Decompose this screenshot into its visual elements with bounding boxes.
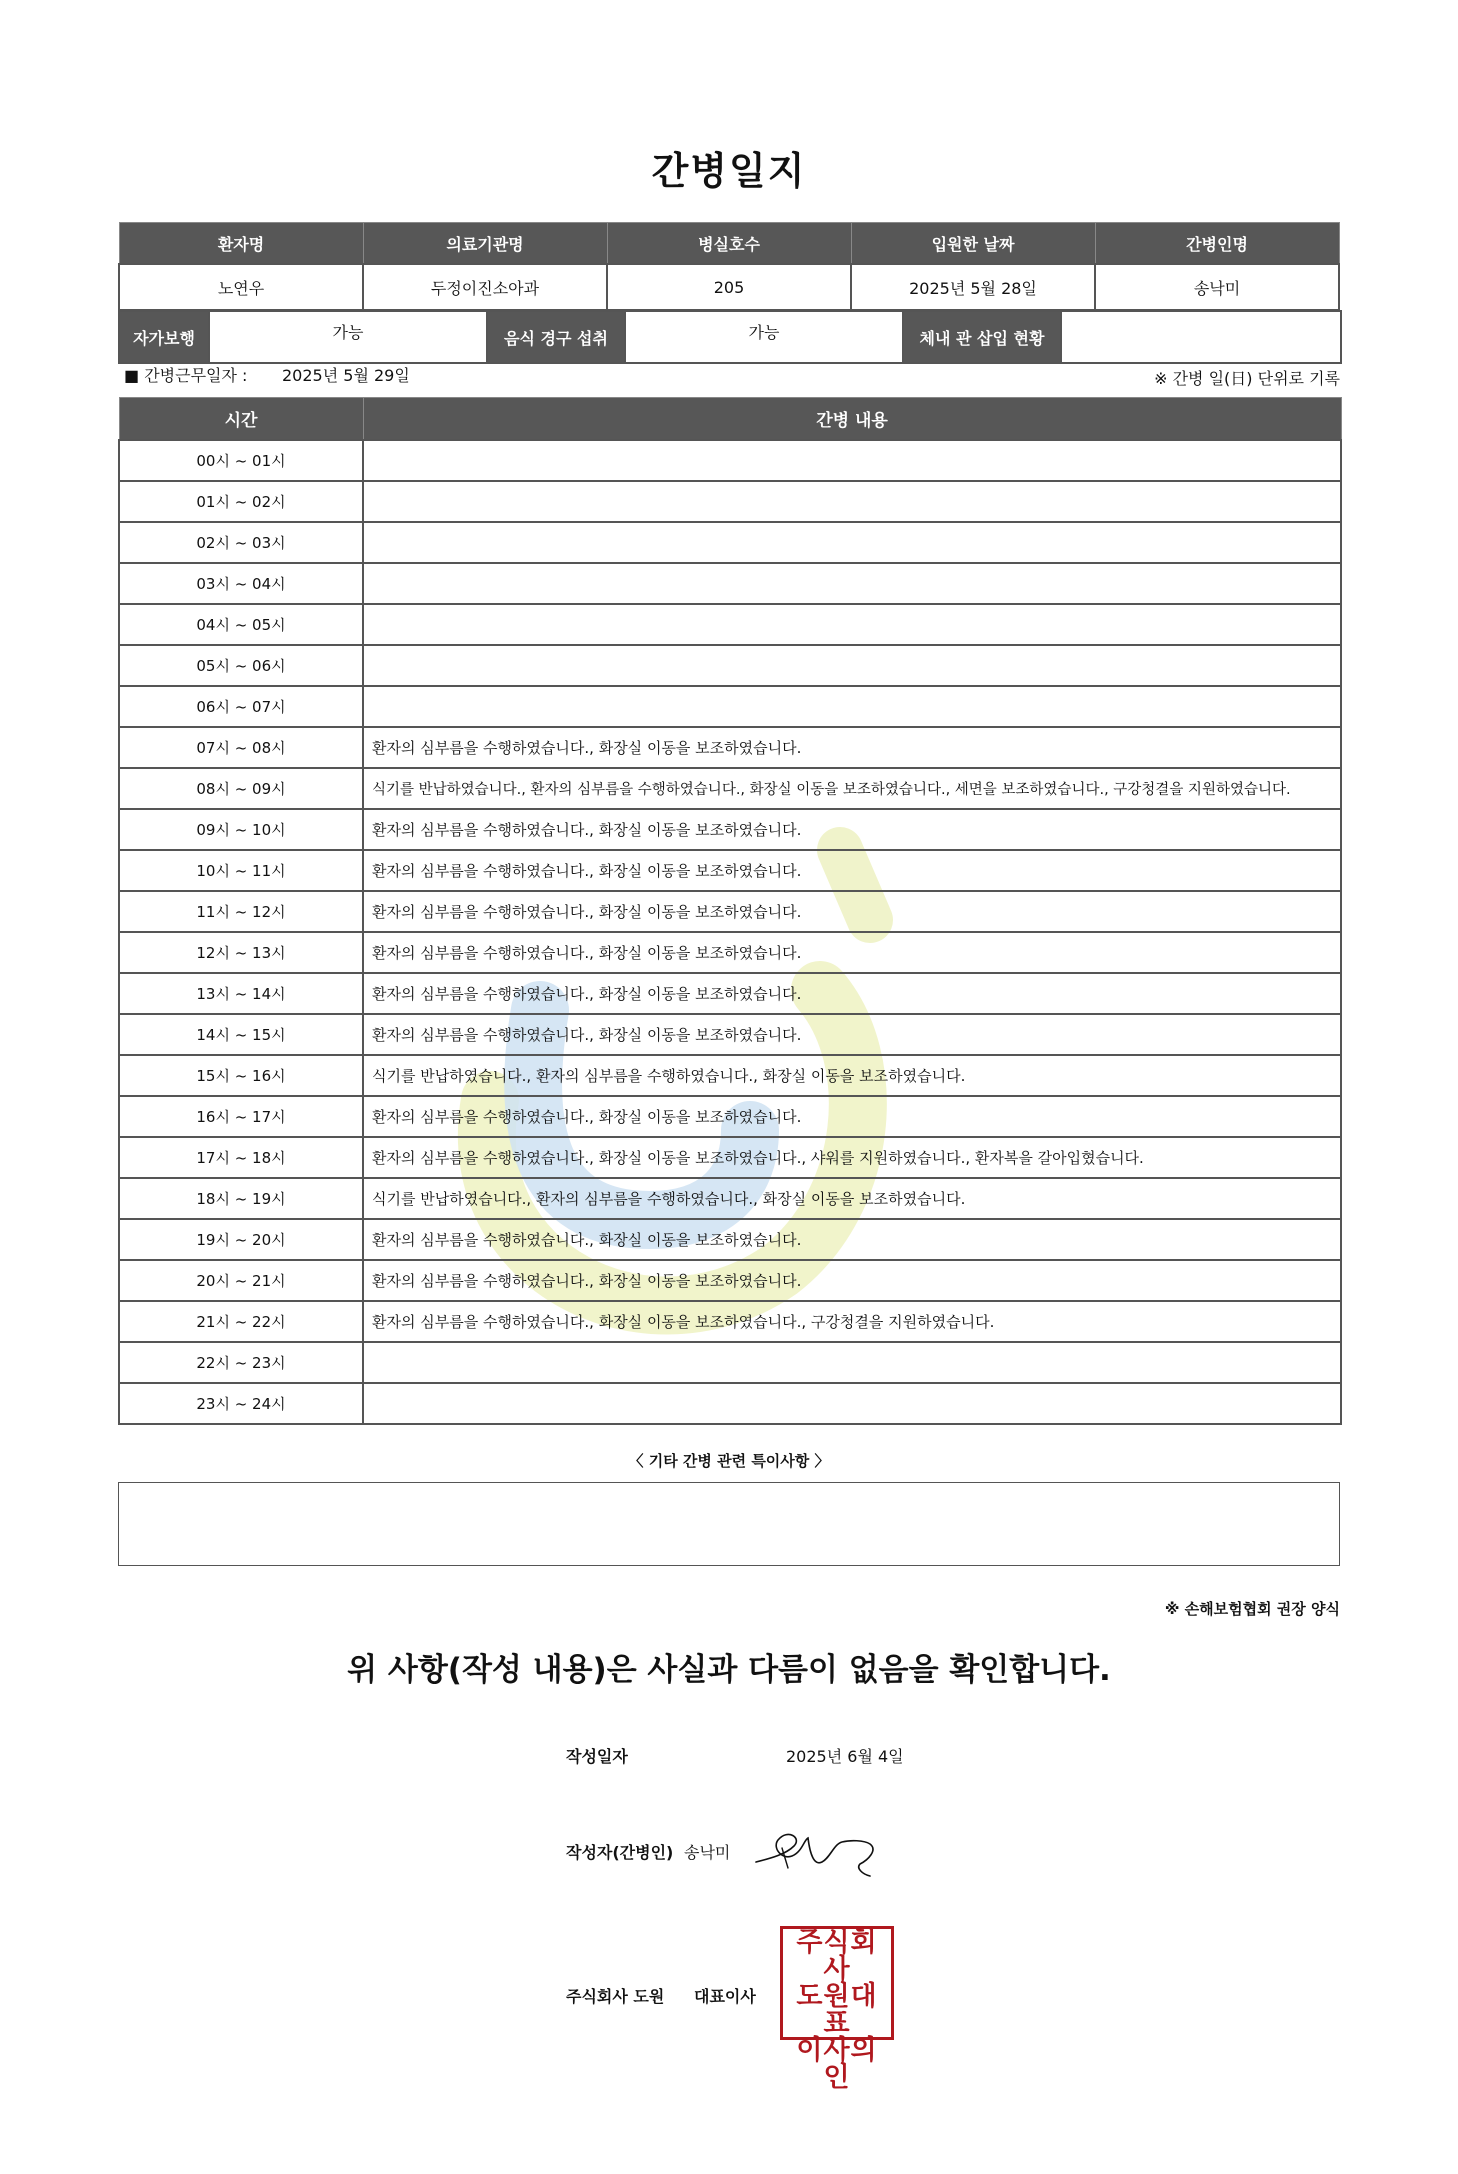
note-cell xyxy=(363,522,1341,563)
walk-value: 가능 xyxy=(209,311,487,363)
hospital-name: 두정이진소아과 xyxy=(363,264,607,310)
time-cell: 11시 ~ 12시 xyxy=(119,891,363,932)
time-cell: 03시 ~ 04시 xyxy=(119,563,363,604)
time-cell: 05시 ~ 06시 xyxy=(119,645,363,686)
company-seal-stamp xyxy=(780,1926,894,2093)
header-admission-date: 입원한 날짜 xyxy=(851,223,1095,265)
time-cell: 12시 ~ 13시 xyxy=(119,932,363,973)
time-cell: 13시 ~ 14시 xyxy=(119,973,363,1014)
time-cell: 00시 ~ 01시 xyxy=(119,440,363,481)
note-cell xyxy=(363,645,1341,686)
other-notes-box xyxy=(118,1482,1340,1566)
patient-info-table xyxy=(118,222,1340,311)
food-label: 음식 경구 섭취 xyxy=(487,311,625,363)
time-header: 시간 xyxy=(119,398,363,441)
table-row xyxy=(119,932,1341,973)
time-cell: 17시 ~ 18시 xyxy=(119,1137,363,1178)
admission-date: 2025년 5월 28일 xyxy=(851,264,1095,310)
walk-label: 자가보행 xyxy=(119,311,209,363)
time-cell: 02시 ~ 03시 xyxy=(119,522,363,563)
signature xyxy=(752,1818,888,1884)
work-date-label: ■ 간병근무일자 : xyxy=(124,366,248,385)
unit-note: ※ 간병 일(日) 단위로 기록 xyxy=(1154,369,1340,388)
table-row xyxy=(119,645,1341,686)
table-row xyxy=(119,1342,1341,1383)
table-row xyxy=(119,727,1341,768)
table-row xyxy=(119,1014,1341,1055)
note-cell xyxy=(363,440,1341,481)
note-cell: 환자의 심부름을 수행하였습니다., 화장실 이동을 보조하였습니다. xyxy=(363,973,1341,1014)
table-row xyxy=(119,1178,1341,1219)
note-cell: 식기를 반납하였습니다., 환자의 심부름을 수행하였습니다., 화장실 이동을 보조하였습니다., 세면을 보조하였습니다., 구강청결을 지원하였습니다. xyxy=(363,768,1341,809)
write-date-value: 2025년 6월 4일 xyxy=(786,1747,904,1766)
time-cell: 04시 ~ 05시 xyxy=(119,604,363,645)
time-cell: 01시 ~ 02시 xyxy=(119,481,363,522)
table-row xyxy=(119,850,1341,891)
table-row xyxy=(119,1096,1341,1137)
note-cell: 식기를 반납하였습니다., 환자의 심부름을 수행하였습니다., 화장실 이동을 보조하였습니다. xyxy=(363,1055,1341,1096)
table-row xyxy=(119,809,1341,850)
note-cell: 환자의 심부름을 수행하였습니다., 화장실 이동을 보조하였습니다. xyxy=(363,809,1341,850)
table-row xyxy=(119,1301,1341,1342)
other-notes-title: 〈 기타 간병 관련 특이사항 〉 xyxy=(628,1452,830,1470)
time-cell: 16시 ~ 17시 xyxy=(119,1096,363,1137)
content-header: 간병 내용 xyxy=(363,398,1341,441)
write-date-label: 작성일자 xyxy=(566,1747,628,1766)
header-patient-name: 환자명 xyxy=(119,223,363,265)
note-cell: 환자의 심부름을 수행하였습니다., 화장실 이동을 보조하였습니다. xyxy=(363,891,1341,932)
note-cell: 환자의 심부름을 수행하였습니다., 화장실 이동을 보조하였습니다. xyxy=(363,932,1341,973)
note-cell: 환자의 심부름을 수행하였습니다., 화장실 이동을 보조하였습니다. xyxy=(363,727,1341,768)
time-cell: 08시 ~ 09시 xyxy=(119,768,363,809)
note-cell: 환자의 심부름을 수행하였습니다., 화장실 이동을 보조하였습니다. xyxy=(363,1260,1341,1301)
time-cell: 21시 ~ 22시 xyxy=(119,1301,363,1342)
time-cell: 14시 ~ 15시 xyxy=(119,1014,363,1055)
table-row xyxy=(119,1260,1341,1301)
ceo-label: 대표이사 xyxy=(694,1987,756,2006)
time-cell: 23시 ~ 24시 xyxy=(119,1383,363,1424)
note-cell xyxy=(363,481,1341,522)
association-note: ※ 손해보험협회 권장 양식 xyxy=(1164,1600,1340,1618)
confirmation-statement: 위 사항(작성 내용)은 사실과 다름이 없음을 확인합니다. xyxy=(347,1652,1111,1688)
patient-name: 노연우 xyxy=(119,264,363,310)
work-date-value: 2025년 5월 29일 xyxy=(282,366,410,385)
time-cell: 06시 ~ 07시 xyxy=(119,686,363,727)
time-cell: 09시 ~ 10시 xyxy=(119,809,363,850)
company-name: 주식회사 도원 xyxy=(566,1987,665,2006)
note-cell: 환자의 심부름을 수행하였습니다., 화장실 이동을 보조하였습니다. xyxy=(363,850,1341,891)
time-cell: 15시 ~ 16시 xyxy=(119,1055,363,1096)
writer-label: 작성자(간병인) xyxy=(566,1843,674,1862)
table-row xyxy=(119,768,1341,809)
food-value: 가능 xyxy=(625,311,903,363)
table-row xyxy=(119,563,1341,604)
note-cell xyxy=(363,604,1341,645)
time-cell: 10시 ~ 11시 xyxy=(119,850,363,891)
page-title: 간병일지 xyxy=(651,149,807,193)
note-cell xyxy=(363,1342,1341,1383)
table-row xyxy=(119,1383,1341,1424)
time-cell: 19시 ~ 20시 xyxy=(119,1219,363,1260)
note-cell: 환자의 심부름을 수행하였습니다., 화장실 이동을 보조하였습니다., 샤워를 지원하였습니다., 환자복을 갈아입혔습니다. xyxy=(363,1137,1341,1178)
header-hospital-name: 의료기관명 xyxy=(363,223,607,265)
table-row xyxy=(119,891,1341,932)
stamp-line: 이사의인 xyxy=(796,2035,878,2093)
header-room-number: 병실호수 xyxy=(607,223,851,265)
table-row xyxy=(119,1219,1341,1260)
note-cell: 식기를 반납하였습니다., 환자의 심부름을 수행하였습니다., 화장실 이동을 보조하였습니다. xyxy=(363,1178,1341,1219)
caregiver-name: 송낙미 xyxy=(1095,264,1339,310)
table-row xyxy=(119,973,1341,1014)
stamp-line: 도원대표 xyxy=(796,1981,878,2039)
note-cell xyxy=(363,1383,1341,1424)
care-log-table xyxy=(118,397,1342,1425)
room-number: 205 xyxy=(607,264,851,310)
note-cell: 환자의 심부름을 수행하였습니다., 화장실 이동을 보조하였습니다. xyxy=(363,1014,1341,1055)
table-row xyxy=(119,1055,1341,1096)
time-cell: 07시 ~ 08시 xyxy=(119,727,363,768)
table-row xyxy=(119,686,1341,727)
writer-name: 송낙미 xyxy=(684,1843,731,1862)
note-cell xyxy=(363,563,1341,604)
header-caregiver-name: 간병인명 xyxy=(1095,223,1339,265)
tube-label: 체내 관 삽입 현황 xyxy=(903,311,1061,363)
table-row xyxy=(119,440,1341,481)
note-cell: 환자의 심부름을 수행하였습니다., 화장실 이동을 보조하였습니다. xyxy=(363,1219,1341,1260)
table-row xyxy=(119,522,1341,563)
tube-value xyxy=(1061,311,1341,363)
table-row xyxy=(119,1137,1341,1178)
patient-status-table xyxy=(118,310,1342,364)
note-cell: 환자의 심부름을 수행하였습니다., 화장실 이동을 보조하였습니다. xyxy=(363,1096,1341,1137)
time-cell: 22시 ~ 23시 xyxy=(119,1342,363,1383)
stamp-line: 주식회사 xyxy=(796,1927,878,1985)
note-cell xyxy=(363,686,1341,727)
time-cell: 18시 ~ 19시 xyxy=(119,1178,363,1219)
table-row xyxy=(119,481,1341,522)
table-row xyxy=(119,604,1341,645)
note-cell: 환자의 심부름을 수행하였습니다., 화장실 이동을 보조하였습니다., 구강청결을 지원하였습니다. xyxy=(363,1301,1341,1342)
time-cell: 20시 ~ 21시 xyxy=(119,1260,363,1301)
